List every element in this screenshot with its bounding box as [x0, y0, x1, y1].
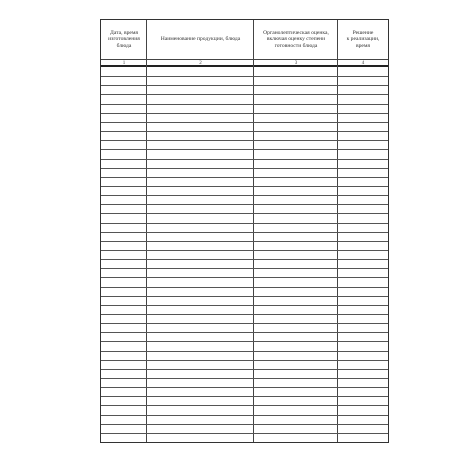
table-row: [101, 396, 388, 397]
table-header-row: [101, 20, 388, 59]
table-row: [101, 122, 388, 123]
table-row: [101, 323, 388, 324]
table-row: [101, 415, 388, 416]
header-date-time: Дата, время изготовления блюда: [108, 29, 140, 49]
table-row: [101, 351, 388, 352]
table-body: [101, 67, 388, 442]
header-product-name: Наименование продукции, блюда: [160, 36, 241, 43]
table-row: [101, 369, 388, 370]
column-number-row: [101, 59, 388, 67]
table-row: [101, 387, 388, 388]
table-row: [101, 296, 388, 297]
table-row: [101, 332, 388, 333]
table-row: [101, 104, 388, 105]
journal-table: [100, 19, 389, 443]
table-row: [101, 159, 388, 160]
table-row: [101, 433, 388, 434]
table-row: [101, 360, 388, 361]
header-sale-decision: Решение к реализации, время: [346, 29, 380, 49]
table-row: [101, 76, 388, 77]
table-row: [101, 277, 388, 278]
table-row: [101, 168, 388, 169]
table-row: [101, 131, 388, 132]
column-number-2: 2: [199, 60, 202, 66]
table-row: [101, 186, 388, 187]
table-row: [101, 113, 388, 114]
table-row: [101, 305, 388, 306]
table-row: [101, 405, 388, 406]
table-row: [101, 149, 388, 150]
table-row: [101, 177, 388, 178]
table-row: [101, 424, 388, 425]
header-organoleptic-assessment: Органолептическая оценка, включая оценку степени готовности блюда: [263, 29, 329, 49]
table-row: [101, 140, 388, 141]
table-row: [101, 223, 388, 224]
table-row: [101, 195, 388, 196]
column-number-3: 3: [294, 60, 298, 66]
column-number-1: 1: [122, 60, 126, 66]
table-row: [101, 287, 388, 288]
table-row: [101, 314, 388, 315]
table-row: [101, 204, 388, 205]
table-row: [101, 250, 388, 251]
table-row: [101, 232, 388, 233]
table-row: [101, 213, 388, 214]
table-row: [101, 85, 388, 86]
table-row: [101, 341, 388, 342]
table-row: [101, 268, 388, 269]
table-row: [101, 94, 388, 95]
table-row: [101, 259, 388, 260]
column-number-4: 4: [361, 60, 365, 66]
table-row: [101, 241, 388, 242]
table-row: [101, 378, 388, 379]
